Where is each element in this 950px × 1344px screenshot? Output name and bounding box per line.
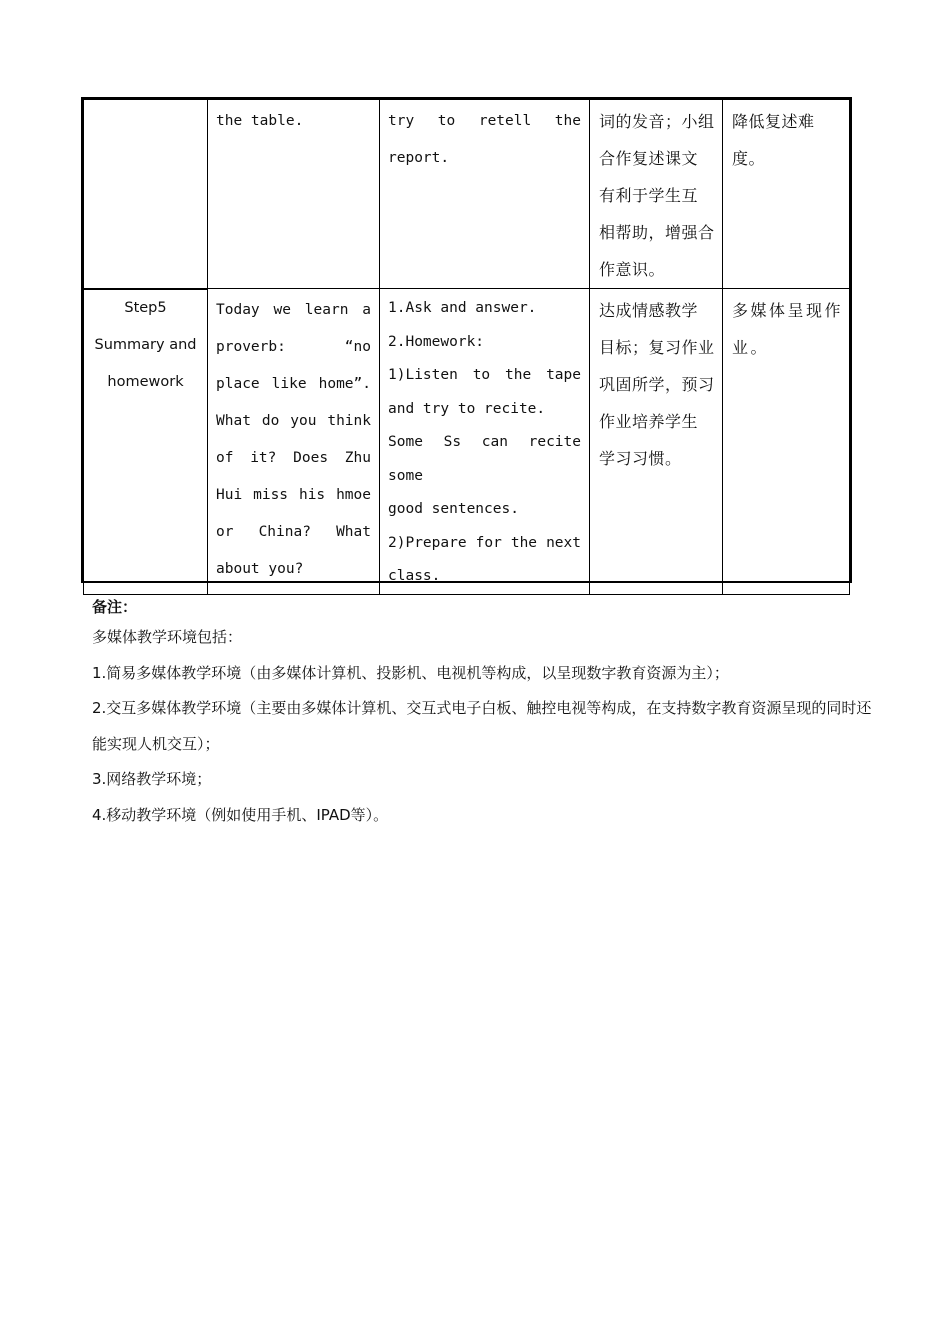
media-line: 多媒体呈现作 [732, 301, 844, 320]
table-row [84, 289, 850, 595]
design-intent-cell [590, 100, 723, 289]
notes-item: 3.网络教学环境； [92, 770, 212, 788]
content-line: What do you think [216, 413, 371, 429]
media-line: 降低复述难度。 [732, 112, 815, 168]
content-line: of it? Does Zhu [216, 450, 371, 466]
content-line: Today we learn a [216, 302, 371, 318]
notes-section [92, 594, 872, 833]
notes-item: 4.移动教学环境（例如使用手机、IPAD等）。 [92, 805, 389, 824]
teaching-content-cell [208, 289, 380, 595]
lesson-plan-table [81, 97, 852, 583]
intent-line: 达成情感教学 [599, 301, 699, 320]
activity-line: 2.Homework: [388, 333, 485, 350]
step-cell [84, 289, 208, 595]
content-line: Hui miss his hmoe [216, 487, 371, 503]
content-line: the table. [216, 113, 304, 129]
notes-item: 1.简易多媒体教学环境（由多媒体计算机、投影机、电视机等构成，以呈现数字教育资源为主）； [92, 663, 729, 682]
content-line: proverb: “no [216, 339, 371, 355]
design-intent-cell [590, 289, 723, 595]
content-line: place like home”. [216, 376, 371, 392]
content-line: about you? [216, 561, 304, 577]
intent-line: 学习习惯。 [599, 449, 682, 468]
table-row [84, 100, 850, 289]
intent-line: 相帮助，增强合 [599, 223, 715, 242]
activity-line: Some Ss can recite some [388, 434, 581, 484]
notes-title: 备注： [92, 598, 138, 616]
media-use-cell [723, 100, 850, 289]
intent-line: 作意识。 [599, 260, 666, 279]
content-line: or China? What [216, 524, 371, 540]
activity-line: good sentences. [388, 501, 519, 517]
activity-line: class. [388, 568, 441, 584]
intent-line: 目标；复习作业 [599, 338, 715, 357]
activity-line: 2)Prepare for the next [388, 534, 581, 551]
intent-line: 有利于学生互 [599, 186, 699, 205]
intent-line: 词的发音；小组 [599, 112, 715, 131]
notes-intro: 多媒体教学环境包括： [92, 628, 243, 646]
intent-line: 巩固所学，预习 [599, 375, 715, 394]
activity-line: report. [388, 150, 450, 166]
intent-line: 作业培养学生 [599, 412, 699, 431]
student-activity-cell [380, 289, 590, 595]
step-title: homework [107, 373, 184, 390]
media-use-cell [723, 289, 850, 595]
notes-item: 2.交互多媒体教学环境（主要由多媒体计算机、交互式电子白板、触控电视等构成，在支持数字教育资源呈现的同时还能实现人机交互）； [92, 699, 872, 753]
teaching-content-cell [208, 100, 380, 289]
media-line: 业。 [732, 338, 770, 357]
student-activity-cell [380, 100, 590, 289]
activity-line: try to retell the [388, 113, 581, 129]
intent-line: 合作复述课文 [599, 149, 699, 168]
step-title: Summary and [94, 336, 197, 353]
activity-line: 1.Ask and answer. [388, 300, 537, 316]
step-cell [84, 100, 208, 289]
activity-line: 1)Listen to the tape [388, 367, 581, 383]
step-label: Step5 [124, 299, 167, 316]
activity-line: and try to recite. [388, 400, 546, 417]
